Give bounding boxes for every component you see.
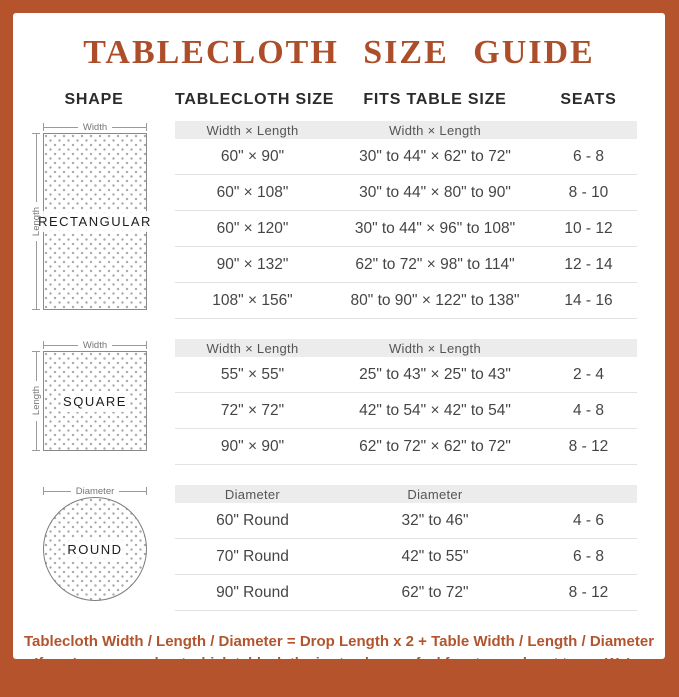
fits-column-header: Diameter bbox=[407, 486, 463, 502]
shape-label: ROUND bbox=[65, 539, 124, 560]
tablecloth-size-cell: 90" × 90" bbox=[220, 437, 285, 455]
table-row bbox=[175, 211, 637, 247]
dimension-line bbox=[36, 134, 37, 202]
table-header-band bbox=[175, 485, 637, 503]
table-row bbox=[175, 247, 637, 283]
sections bbox=[13, 121, 665, 611]
tablecloth-size-cell: 90" Round bbox=[216, 583, 289, 601]
panel bbox=[13, 13, 665, 694]
size-column-header: Width × Length bbox=[206, 122, 299, 138]
dimension-line bbox=[44, 127, 78, 128]
table-header-band bbox=[175, 121, 637, 139]
shape-label: SQUARE bbox=[61, 391, 129, 412]
dimension-line bbox=[112, 345, 146, 346]
seats-cell: 6 - 8 bbox=[572, 547, 604, 565]
length-dimension-label: Length bbox=[30, 206, 42, 237]
dimension-tick bbox=[146, 341, 147, 349]
column-header-fits-table-size: FITS TABLE SIZE bbox=[363, 91, 507, 108]
fits-table-size-cell: 62" to 72" bbox=[401, 583, 469, 601]
seats-cell: 4 - 6 bbox=[572, 511, 604, 529]
tablecloth-size-cell: 60" × 120" bbox=[216, 219, 289, 237]
table-row bbox=[175, 393, 637, 429]
dimension-tick bbox=[146, 487, 147, 495]
tablecloth-size-cell: 60" × 90" bbox=[220, 147, 285, 165]
shape-cell-rectangular bbox=[13, 121, 175, 319]
dimension-line bbox=[36, 421, 37, 450]
seats-cell: 6 - 8 bbox=[572, 147, 604, 165]
width-dimension bbox=[43, 339, 147, 351]
column-header-seats: SEATS bbox=[560, 91, 617, 108]
seats-cell: 12 - 14 bbox=[564, 255, 613, 273]
tablecloth-size-cell: 60" Round bbox=[216, 511, 289, 529]
dimension-line bbox=[36, 241, 37, 309]
table-row bbox=[175, 357, 637, 393]
fits-column-header: Width × Length bbox=[388, 122, 481, 138]
diameter-dimension-label: Diameter bbox=[75, 485, 115, 497]
fits-table-size-cell: 42" to 55" bbox=[401, 547, 469, 565]
fits-table-size-cell: 80" to 90" × 122" to 138" bbox=[350, 291, 520, 309]
table-row bbox=[175, 539, 637, 575]
length-dimension bbox=[29, 351, 43, 451]
table-row bbox=[175, 429, 637, 465]
seats-cell: 4 - 8 bbox=[572, 401, 604, 419]
tablecloth-size-cell: 55" × 55" bbox=[220, 365, 285, 383]
seats-cell: 8 - 10 bbox=[568, 183, 609, 201]
footer-help-note: If you're unsure about which tablecloth size to choose, feel free to reach out to us. We're happy to help! bbox=[34, 656, 644, 694]
footer bbox=[13, 631, 665, 697]
size-table-rectangular bbox=[175, 121, 637, 319]
dimension-tick bbox=[32, 450, 40, 451]
fits-table-size-cell: 30" to 44" × 62" to 72" bbox=[359, 147, 511, 165]
table-row bbox=[175, 503, 637, 539]
fits-table-size-cell: 32" to 46" bbox=[401, 511, 469, 529]
rectangular-shape-diagram bbox=[38, 133, 152, 310]
dimension-tick bbox=[32, 309, 40, 310]
footer-formula: Tablecloth Width / Length / Diameter = Drop Length x 2 + Table Width / Length / Diameter bbox=[23, 633, 655, 650]
fits-column-header: Width × Length bbox=[388, 340, 481, 356]
dimension-line bbox=[44, 345, 78, 346]
seats-cell: 8 - 12 bbox=[568, 583, 609, 601]
dimension-tick bbox=[146, 123, 147, 131]
shape-row bbox=[29, 351, 175, 451]
dimension-line bbox=[36, 352, 37, 381]
dimension-line bbox=[44, 491, 71, 492]
fits-table-size-cell: 42" to 54" × 42" to 54" bbox=[359, 401, 511, 419]
table-row bbox=[175, 575, 637, 611]
size-column-header: Width × Length bbox=[206, 340, 299, 356]
diameter-dimension bbox=[43, 485, 147, 497]
shape-cell-square bbox=[13, 339, 175, 465]
dimension-line bbox=[119, 491, 146, 492]
square-shape-diagram bbox=[43, 351, 147, 451]
fits-table-size-cell: 25" to 43" × 25" to 43" bbox=[359, 365, 511, 383]
width-dimension-label: Width bbox=[82, 339, 108, 351]
table-row bbox=[175, 139, 637, 175]
shape-cell-round bbox=[13, 485, 175, 611]
tablecloth-size-cell: 108" × 156" bbox=[212, 291, 293, 309]
seats-cell: 8 - 12 bbox=[568, 437, 609, 455]
width-dimension-label: Width bbox=[82, 121, 108, 133]
dimension-line bbox=[112, 127, 146, 128]
fits-table-size-cell: 62" to 72" × 62" to 72" bbox=[359, 437, 511, 455]
spacer bbox=[29, 497, 43, 601]
seats-cell: 2 - 4 bbox=[572, 365, 604, 383]
table-row bbox=[175, 175, 637, 211]
round-shape-diagram bbox=[43, 497, 147, 601]
column-header-shape: SHAPE bbox=[64, 91, 124, 108]
section-round bbox=[13, 485, 665, 611]
size-table-round bbox=[175, 485, 637, 611]
seats-cell: 14 - 16 bbox=[564, 291, 613, 309]
size-column-header: Diameter bbox=[224, 486, 281, 502]
length-dimension bbox=[29, 133, 43, 310]
tablecloth-size-cell: 90" × 132" bbox=[216, 255, 289, 273]
size-table-square bbox=[175, 339, 637, 465]
shape-label: RECTANGULAR bbox=[36, 211, 154, 232]
tablecloth-size-cell: 72" × 72" bbox=[220, 401, 285, 419]
shape-row bbox=[29, 497, 175, 601]
table-header-band bbox=[175, 339, 637, 357]
page-title: TABLECLOTH SIZE GUIDE bbox=[83, 34, 595, 71]
table-row bbox=[175, 283, 637, 319]
shape-row bbox=[29, 133, 175, 310]
column-header-tablecloth-size: TABLECLOTH SIZE bbox=[175, 91, 335, 108]
tablecloth-size-cell: 60" × 108" bbox=[216, 183, 289, 201]
seats-cell: 10 - 12 bbox=[564, 219, 613, 237]
section-square bbox=[13, 339, 665, 465]
section-rectangular bbox=[13, 121, 665, 319]
width-dimension bbox=[43, 121, 147, 133]
length-dimension-label: Length bbox=[30, 386, 42, 416]
fits-table-size-cell: 30" to 44" × 96" to 108" bbox=[354, 219, 516, 237]
column-headers bbox=[13, 91, 665, 109]
tablecloth-size-cell: 70" Round bbox=[216, 547, 289, 565]
fits-table-size-cell: 30" to 44" × 80" to 90" bbox=[359, 183, 511, 201]
fits-table-size-cell: 62" to 72" × 98" to 114" bbox=[355, 255, 515, 273]
